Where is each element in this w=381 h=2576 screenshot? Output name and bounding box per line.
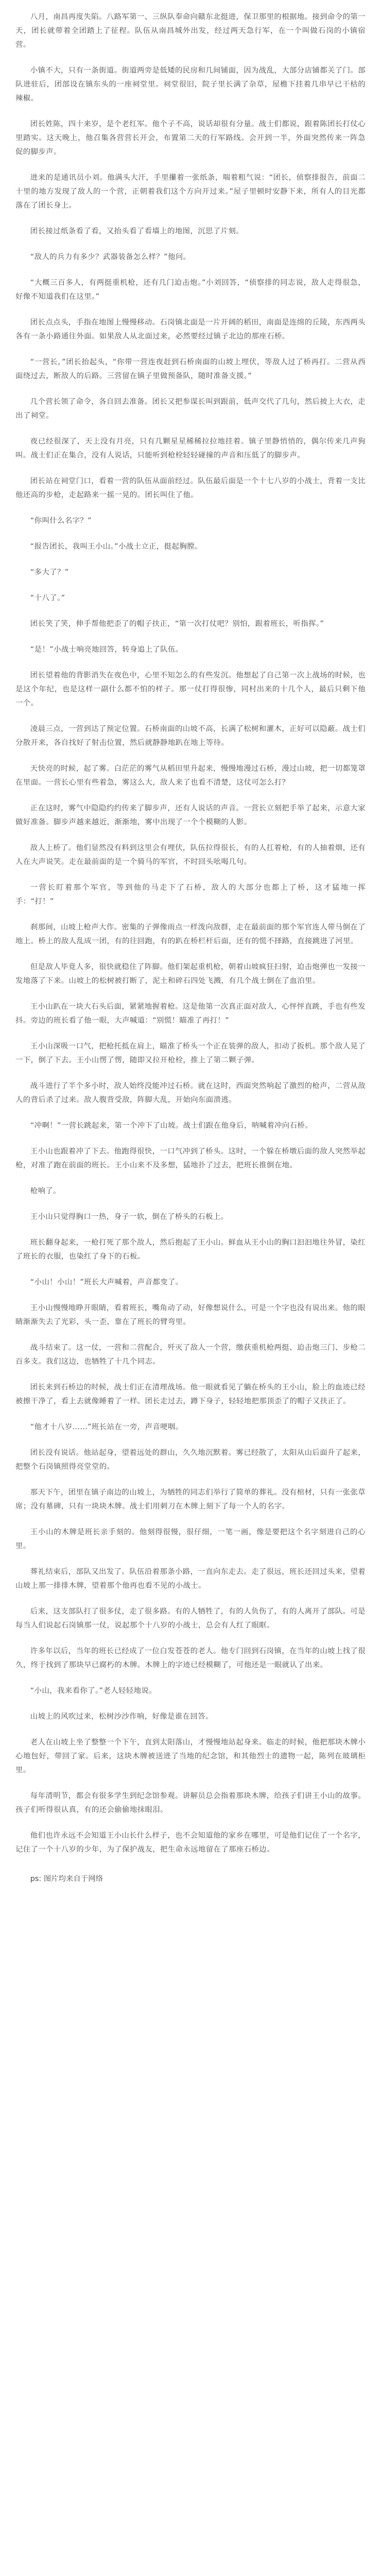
paragraph: 刹那间，山坡上枪声大作。密集的子弹像雨点一样泼向敌群，走在最前面的那个军官连人带马倒在了地上。桥上的敌人乱成一团，有的往回跑，有的趴在桥栏杆后面，还有的慌不择路，直接跳进了河里。 bbox=[15, 923, 366, 945]
paragraph: 敌人上桥了。他们显然没有料到这里会有埋伏，队伍拉得很长，有的人扛着枪，有的人抽着烟，还有人在大声说笑。走在最前面的是一个骑马的军官，不时回头吆喝几句。 bbox=[15, 844, 366, 866]
paragraph: 团长来到石桥边的时候，战士们正在清理战场。他一眼就看见了躺在桥头的王小山，脸上的血迹已经被擦干净了，看上去就像睡着了一样。团长走过去，蹲下身子，轻轻地把那顶歪了的帽子又扶正了。 bbox=[15, 1383, 366, 1405]
paragraph: 几个营长领了命令，各自回去准备。团长又把参谋长叫到跟前，低声交代了几句，然后披上大衣，走出了祠堂。 bbox=[15, 398, 366, 420]
paragraph: 团长点点头，手指在地图上慢慢移动。石岗镇北面是一片开阔的稻田，南面是连绵的丘陵，东西两头各有一条小路通往外面。如果敌人从北面过来，必然要经过镇子北边的那座石桥。 bbox=[15, 318, 366, 341]
paragraph: 王小山也跟着冲了下去。他跑得很快，一口气冲到了桥头。这时，一个躲在桥墩后面的敌人突然举起枪，对准了跑在前面的班长。王小山来不及多想，猛地扑了过去，把班长推倒在地。 bbox=[15, 1147, 366, 1170]
paragraph: 葬礼结束后，部队又出发了。队伍沿着那条小路，一直向东走去。走了很远，班长还回过头来，望着山坡上那一排排木牌，望着那个他再也看不见的小战士。 bbox=[15, 1568, 366, 1590]
paragraph: 许多年以后，当年的班长已经成了一位白发苍苍的老人。他专门回到石岗镇，在当年的山坡上找了很久，终于找到了那块早已腐朽的木牌。木牌上的字迹已经模糊了，可他还是一眼就认了出来。 bbox=[15, 1647, 366, 1669]
paragraph: 王小山深吸一口气，把枪托抵在肩上，瞄准了桥头一个正在装弹的敌人，扣动了扳机。那个敌人晃了一下，倒了下去。王小山愣了愣，随即又拉开枪栓，推上了第二颗子弹。 bbox=[15, 1042, 366, 1064]
paragraph: 老人在山坡上坐了整整一个下午，直到太阳落山，才慢慢地站起身来。临走的时候，他把那块木牌小心地包好，带回了家。后来，这块木牌被送进了当地的纪念馆，和其他烈士的遗物一起，陈列在玻璃柜里。 bbox=[15, 1738, 366, 1774]
paragraph: 团长没有说话。他站起身，望着远处的群山，久久地沉默着。雾已经散了，太阳从山后面升了起来，把整个石岗镇照得亮堂堂的。 bbox=[15, 1449, 366, 1471]
paragraph: 那天下午，团里在镇子南边的山坡上，为牺牲的同志们举行了简单的葬礼。没有棺材，只有一张张草席；没有墓碑，只有一块块木牌。战士们用刺刀在木牌上刻下了每一个人的名字。 bbox=[15, 1488, 366, 1511]
paragraph: 班长翻身起来，一枪打死了那个敌人，然后抱起了王小山。鲜血从王小山的胸口汩汩地往外冒，染红了班长的衣服，也染红了身下的石板。 bbox=[15, 1239, 366, 1261]
ps-note: ps: 图片均来自于网络 bbox=[30, 1875, 103, 1883]
paragraph: 枪响了。 bbox=[30, 1187, 61, 1195]
paragraph: 后来，这支部队打了很多仗，走了很多路。有的人牺牲了，有的人负伤了，有的人离开了部队。可是每当人们说起石岗镇那一仗，说起那个十八岁的小战士，总会有人红了眼眶。 bbox=[15, 1607, 366, 1630]
paragraph: 天快亮的时候，起了雾。白茫茫的雾气从稻田里升起来，慢慢地漫过石桥，漫过山坡，把一切都笼罩在里面。一营长心里有些着急，雾这么大，敌人来了也看不清楚，这仗可怎么打？ bbox=[15, 765, 366, 787]
paragraph: 王小山趴在一块大石头后面，紧紧地握着枪。这是他第一次真正面对敌人，心怦怦直跳，手也有些发抖。旁边的班长看了他一眼，大声喊道：“别慌！瞄准了再打！” bbox=[15, 1003, 366, 1025]
paragraph: 正在这时，雾气中隐隐约约传来了脚步声，还有人说话的声音。一营长立刻把手举了起来，示意大家做好准备。脚步声越来越近，渐渐地，雾中出现了一个个模糊的人影。 bbox=[15, 804, 366, 826]
paragraph: 团长站在祠堂门口，看着一营的队伍从面前经过。队伍最后面是一个十七八岁的小战士，背着一支比他还高的步枪，走起路来一摇一晃的。团长叫住了他。 bbox=[15, 477, 366, 499]
paragraph: 王小山只觉得胸口一热，身子一软，倒在了桥头的石板上。 bbox=[30, 1213, 229, 1221]
paragraph: 团长接过纸条看了看，又抬头看了看墙上的地图，沉思了片刻。 bbox=[30, 227, 244, 235]
paragraph: 进来的是通讯员小刘。他满头大汗，手里攥着一张纸条，喘着粗气说：“团长，侦察排报告，前面二十里的地方发现了敌人的一个营，正朝着我们这个方向开过来。”屋子里顿时安静下来，所有人的目光都落在了团长身上。 bbox=[15, 174, 366, 210]
paragraph: 战斗进行了半个多小时，敌人始终没能冲过石桥。就在这时，西面突然响起了激烈的枪声，二营从敌人的背后杀了过来。敌人腹背受敌，阵脚大乱，开始向东面溃逃。 bbox=[15, 1082, 366, 1104]
paragraph: “报告团长，我叫王小山。”小战士立正，挺起胸膛。 bbox=[30, 543, 202, 551]
paragraph: 战斗结束了。这一仗，一营和二营配合，歼灭了敌人一个营，缴获重机枪两挺、迫击炮三门、步枪二百多支。我们这边，也牺牲了十几个同志。 bbox=[15, 1344, 366, 1366]
paragraph: 他们也许永远不会知道王小山长什么样子，也不会知道他的家乡在哪里，可是他们记住了一个名字，记住了一个十八岁的少年，为了保护战友，把生命永远地留在了那座石桥边。 bbox=[15, 1832, 366, 1854]
paragraph: “多大了？” bbox=[30, 568, 69, 577]
paragraph: “你叫什么名字？” bbox=[30, 517, 92, 525]
paragraph: 团长望着他的背影消失在夜色中，心里不知怎么的有些发沉。他想起了自己第一次上战场的时候，也是这个年纪，也是这样一副什么都不怕的样子。那一仗打得很惨，同村出来的十几个人，最后只剩下他一个。 bbox=[15, 671, 366, 707]
paragraph: “敌人的兵力有多少？武器装备怎么样？”他问。 bbox=[30, 253, 191, 261]
paragraph: 一营长盯着那个军官，等到他的马走下了石桥，敌人的大部分也都上了桥，这才猛地一挥手：“打！” bbox=[15, 884, 366, 906]
paragraph: “是！”小战士响亮地回答，转身追上了队伍。 bbox=[30, 646, 183, 654]
paragraph: 团长姓陈，四十来岁，是个老红军。他个子不高，说话却很有分量。战士们都说，跟着陈团长打仗心里踏实。这天晚上，他召集各营营长开会，布置第二天的行军路线。会开到一半，外面突然传来一阵急促的脚步声。 bbox=[15, 120, 366, 156]
paragraph: 每年清明节，都会有很多学生到纪念馆参观。讲解员总会指着那块木牌，给孩子们讲王小山的故事。孩子们听得很认真，有的还会偷偷地抹眼泪。 bbox=[15, 1792, 366, 1814]
paragraph: 八月，南昌再度失陷。八路军第一、三纵队奉命向赣东北挺进，保卫那里的根据地。接到命令的第一天，团长就带着全团踏上了征程。队伍从南昌城外出发，经过两天急行军，在一个叫做石岗的小镇宿营。 bbox=[15, 13, 366, 49]
article-body bbox=[15, 10, 366, 1857]
paragraph: “冲啊！”一营长跳起来，第一个冲下了山坡。战士们跟在他身后，呐喊着冲向石桥。 bbox=[30, 1122, 313, 1130]
paragraph: 凌晨三点，一营到达了预定位置。石桥南面的山坡不高，长满了松树和灌木，正好可以隐蔽。战士们分散开来，各自找好了射击位置，然后就静静地趴在地上等待。 bbox=[15, 725, 366, 747]
paragraph: 王小山的木牌是班长亲手刻的。他刻得很慢，很仔细，一笔一画，像是要把这个名字刻进自己的心里。 bbox=[15, 1528, 366, 1550]
paragraph: 夜已经很深了，天上没有月亮，只有几颗星星稀稀拉拉地挂着。镇子里静悄悄的，偶尔传来几声狗叫。战士们正在集合，没有人说话，只能听到枪栓轻轻碰撞的声音和压低了的脚步声。 bbox=[15, 437, 366, 460]
paragraph: “十八了。” bbox=[30, 594, 65, 602]
paragraph: 山坡上的风吹过来，松树沙沙作响，好像是谁在回答。 bbox=[30, 1713, 213, 1721]
paragraph: “一营长，”团长抬起头，“你带一营连夜赶到石桥南面的山坡上埋伏，等敌人过了桥再打。二营从西面绕过去，断敌人的后路。三营留在镇子里做预备队，随时准备支援。” bbox=[15, 358, 366, 380]
paragraph: 小镇不大，只有一条街道。街道两旁是低矮的民房和几间铺面，因为战乱，大部分店铺都关了门。部队进驻后，团部设在镇东头的一座祠堂里。祠堂很旧，院子里长满了杂草，屋檐下挂着几串早已干枯的辣椒。 bbox=[15, 66, 366, 103]
paragraph: “他才十八岁……”班长站在一旁，声音哽咽。 bbox=[30, 1423, 183, 1431]
paragraph: 王小山慢慢地睁开眼睛，看着班长，嘴角动了动，好像想说什么，可是一个字也没有说出来。他的眼睛渐渐失去了光彩，头一歪，靠在了班长的臂弯里。 bbox=[15, 1304, 366, 1326]
paragraph: 团长笑了笑，伸手帮他把歪了的帽子扶正，“第一次打仗吧？别怕，跟着班长，听指挥。” bbox=[30, 620, 324, 628]
paragraph: “小山，我来看你了。”老人轻轻地说。 bbox=[30, 1687, 157, 1695]
paragraph: 但是敌人毕竟人多，很快就稳住了阵脚。他们架起重机枪，朝着山坡疯狂扫射，迫击炮弹也一发接一发地落了下来。山坡上的松树被打断了，泥土和碎石四处飞溅，有几个战士倒在了血泊里。 bbox=[15, 963, 366, 985]
paragraph: “小山！小山！”班长大声喊着，声音都变了。 bbox=[30, 1278, 183, 1286]
paragraph: “大概三百多人，有两挺重机枪，还有几门迫击炮。”小刘回答，“侦察排的同志说，敌人走得很急，好像不知道我们在这里。” bbox=[15, 279, 366, 301]
